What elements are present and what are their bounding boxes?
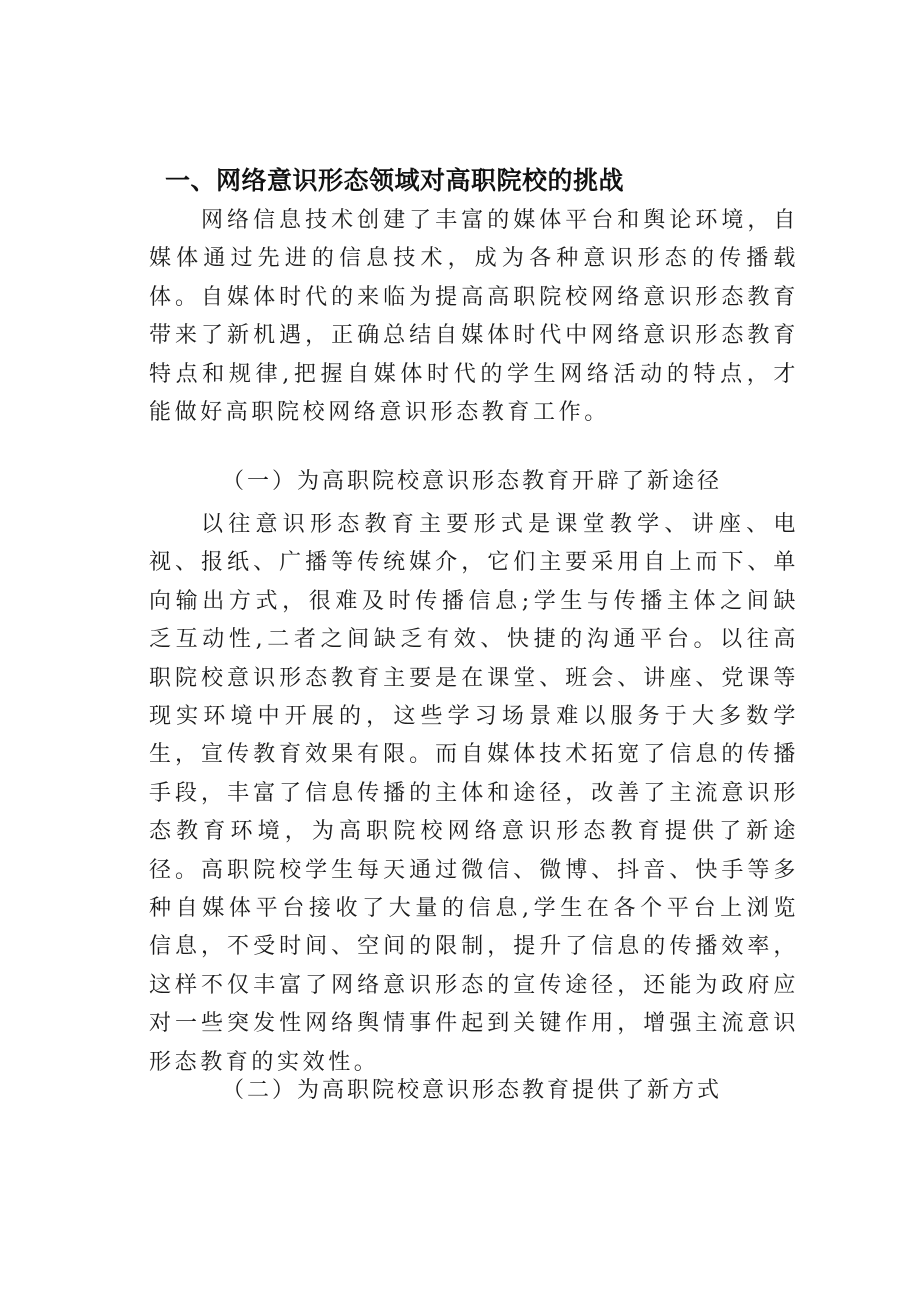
intro-paragraph: 网络信息技术创建了丰富的媒体平台和舆论环境，自媒体通过先进的信息技术，成为各种意识形态的传播载体。自媒体时代的来临为提高高职院校网络意识形态教育带来了新机遇，正确总结自媒体时代中网络意识形态教育特点和规律,把握自媒体时代的学生网络活动的特点，才能做好高职院校网络意识形态教育工作。 [149, 208, 799, 426]
subsection-1-title: （一）为高职院校意识形态教育开辟了新途径 [222, 469, 723, 494]
subsection-2-title: （二）为高职院校意识形态教育提供了新方式 [222, 1078, 723, 1103]
subsection-1-paragraph: 以往意识形态教育主要形式是课堂教学、讲座、电视、报纸、广播等传统媒介，它们主要采用自上而下、单向输出方式，很难及时传播信息;学生与传播主体之间缺乏互动性,二者之间缺乏有效、快捷的沟通平台。以往高职院校意识形态教育主要是在课堂、班会、讲座、党课等现实环境中开展的，这些学习场景难以服务于大多数学生，宣传教育效果有限。而自媒体技术拓宽了信息的传播手段，丰富了信息传播的主体和途径，改善了主流意识形态教育环境，为高职院校网络意识形态教育提供了新途径。高职院校学生每天通过微信、微博、抖音、快手等多种自媒体平台接收了大量的信息,学生在各个平台上浏览信息，不受时间、空间的限制，提升了信息的传播效率，这样不仅丰富了网络意识形态的宣传途径，还能为政府应对一些突发性网络舆情事件起到关键作用，增强主流意识形态教育的实效性。 [149, 512, 799, 1075]
section-heading: 一、网络意识形态领域对高职院校的挑战 [165, 166, 625, 195]
